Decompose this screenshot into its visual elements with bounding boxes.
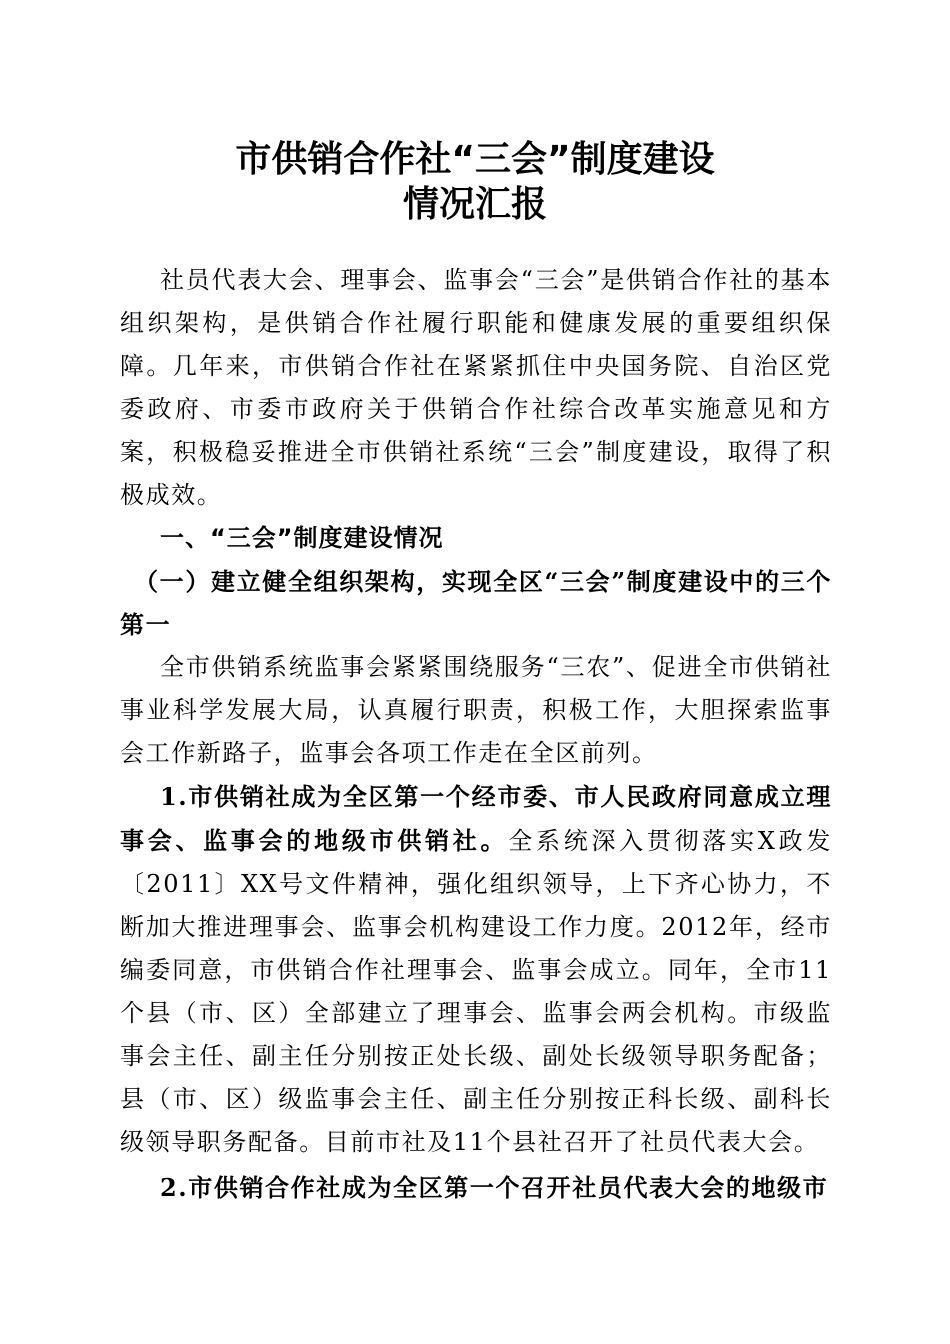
document-title-line-2: 情况汇报 xyxy=(402,184,547,225)
item-1-lead: 1.市供销社成为全区第一个经市委、市人民政府同意成立理事会、监事会的地级市供销社。 xyxy=(120,782,832,855)
document-body xyxy=(120,259,832,1210)
subsection-heading: （一）建立健全组织架构，实现全区“三会”制度建设中的三个第一 xyxy=(120,567,832,639)
intro-paragraph: 社员代表大会、理事会、监事会“三会”是供销合作社的基本组织架构，是供销合作社履行职能和健康发展的重要组织保障。几年来，市供销合作社在紧紧抓住中央国务院、自治区党委政府、市委市政府关于供销合作社综合改革实施意见和方案，积极稳妥推进全市供销社系统“三会”制度建设，取得了积极成效。 xyxy=(120,266,832,509)
document-title-line-1: 市供销合作社“三会”制度建设 xyxy=(235,139,715,180)
item-1-paragraph xyxy=(120,775,832,1164)
item-2-lead: 2.市供销合作社成为全区第一个召开社员代表大会的地级市 xyxy=(160,1173,829,1202)
item-2-paragraph xyxy=(120,1166,832,1210)
subsection-paragraph: 全市供销系统监事会紧紧围绕服务“三农”、促进全市供销社事业科学发展大局，认真履行职责，积极工作，大胆探索监事会工作新路子，监事会各项工作走在全区前列。 xyxy=(120,653,832,767)
section-heading: 一、“三会”制度建设情况 xyxy=(160,524,444,552)
item-1-body: 全系统深入贯彻落实X政发〔2011〕XX号文件精神，强化组织领导，上下齐心协力，不断加大推进理事会、监事会机构建设工作力度。2012年，经市编委同意，市供销合作社理事会、监事会成立。同年，全市11个县（市、区）全部建立了理事会、监事会两会机构。市级监事会主任、副主任分别按正处长级、副处长级领导职务配备；县（市、区）级监事会主任、副主任分别按正科长级、副科长级领导职务配备。目前市社及11个县社召开了社员代表大会。 xyxy=(120,827,832,1156)
